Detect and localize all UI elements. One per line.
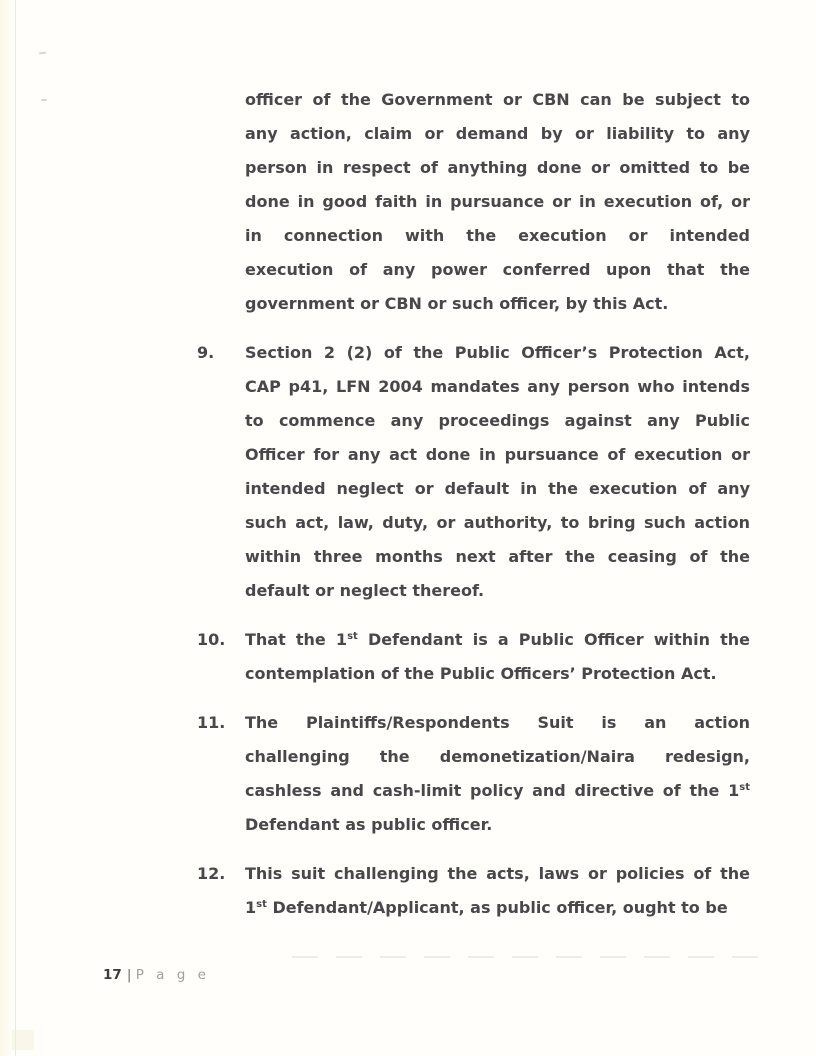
text-line: such act, law, duty, or authority, to bring such action (245, 513, 750, 532)
paragraph-body (245, 706, 750, 842)
footer-page-label: P a g e (135, 967, 210, 983)
text-line: This suit challenging the acts, laws or policies of the (245, 864, 750, 883)
text-line: default or neglect thereof. (245, 581, 485, 600)
text-line: That the 1st Defendant is a Public Officer within the (245, 630, 750, 649)
text-line: to commence any proceedings against any Public (245, 411, 750, 430)
text-line: Section 2 (2) of the Public Officer’s Protection Act, (245, 343, 750, 362)
paragraph (197, 857, 750, 925)
paragraph-body (245, 336, 750, 608)
text-line: within three months next after the ceasing of the (245, 547, 750, 566)
paragraph-body (245, 623, 750, 691)
paragraph-number: 12. (197, 864, 226, 883)
text-line: cashless and cash-limit policy and directive of the 1st (245, 781, 750, 800)
ordinal-superscript: st (347, 631, 358, 642)
text-line: challenging the demonetization/Naira redesign, (245, 747, 750, 766)
text-line: execution of any power conferred upon that the (245, 260, 750, 279)
text-line: Officer for any act done in pursuance of execution or (245, 445, 750, 464)
ordinal-superscript: st (739, 782, 750, 793)
paragraph-body (245, 83, 750, 321)
page-number: 17 (103, 967, 122, 983)
paragraph (197, 336, 750, 608)
page-footer (103, 966, 210, 984)
text-line: person in respect of anything done or omitted to be (245, 158, 750, 177)
scan-corner-patch (12, 1030, 34, 1050)
paragraph-number: 11. (197, 713, 226, 732)
scan-speck (39, 52, 46, 55)
body-text (197, 83, 750, 940)
text-line: officer of the Government or CBN can be subject to (245, 90, 750, 109)
paragraph-body (245, 857, 750, 925)
scan-smudge (292, 956, 760, 958)
scan-speck (41, 99, 47, 101)
footer-separator: | (126, 967, 132, 983)
page-edge-seam (0, 0, 16, 1056)
paragraph (197, 83, 750, 321)
text-line: 1st Defendant/Applicant, as public officer, ought to be (245, 898, 728, 917)
text-line: any action, claim or demand by or liability to any (245, 124, 750, 143)
text-line: CAP p41, LFN 2004 mandates any person who intends (245, 377, 750, 396)
text-line: government or CBN or such officer, by this Act. (245, 294, 669, 313)
paragraph-number: 9. (197, 343, 215, 362)
text-line: The Plaintiffs/Respondents Suit is an action (245, 713, 750, 732)
text-line: done in good faith in pursuance or in execution of, or (245, 192, 750, 211)
text-line: intended neglect or default in the execution of any (245, 479, 750, 498)
paragraph-number (197, 83, 245, 321)
paragraph (197, 706, 750, 842)
text-line: contemplation of the Public Officers’ Protection Act. (245, 664, 717, 683)
paragraph-number: 10. (197, 630, 226, 649)
paragraph (197, 623, 750, 691)
ordinal-superscript: st (256, 899, 267, 910)
text-line: Defendant as public officer. (245, 815, 493, 834)
text-line: in connection with the execution or intended (245, 226, 750, 245)
